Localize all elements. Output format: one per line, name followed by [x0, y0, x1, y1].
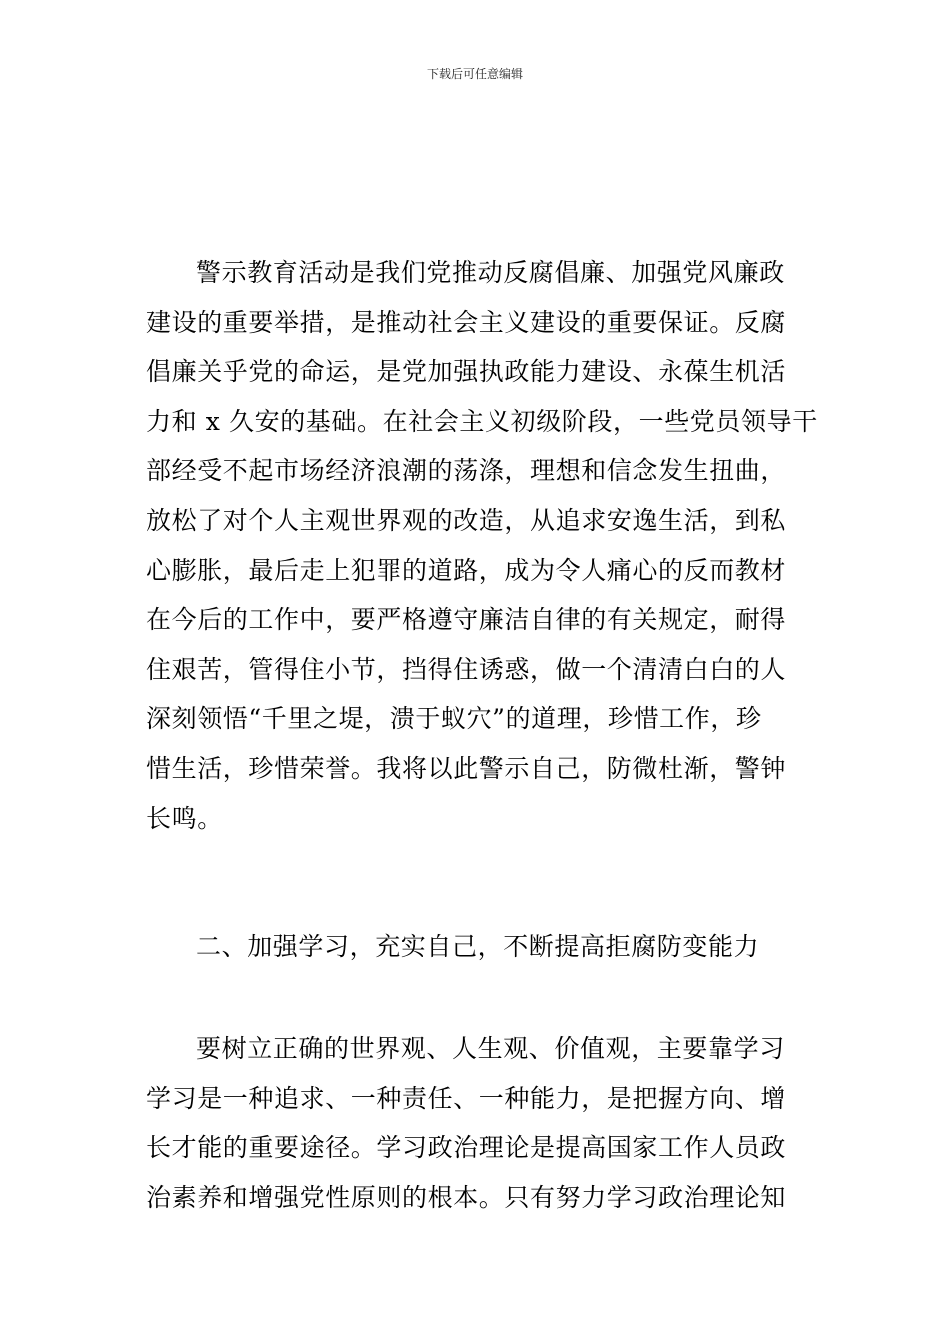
section-heading-text: 二、加强学习，充实自己，不断提高拒腐防变能力 — [196, 932, 760, 961]
paragraph-line: 要树立正确的世界观、人生观、价值观，主要靠学习 — [196, 1034, 785, 1063]
paragraph-line: 住艰苦，管得住小节，挡得住诱惑，做一个清清白白的人 — [146, 654, 787, 684]
paragraph-line: 倡廉关乎党的命运，是党加强执政能力建设、永葆生机活 — [146, 357, 787, 387]
paragraph-warning-education — [146, 248, 818, 843]
paragraph-line: 惜生活，珍惜荣誉。我将以此警示自己，防微杜渐，警钟 — [146, 753, 787, 783]
paragraph-study — [146, 1024, 806, 1222]
paragraph-line: 建设的重要举措，是推动社会主义建设的重要保证。反腐 — [146, 307, 787, 337]
paragraph-line: 心膨胀，最后走上犯罪的道路，成为令人痛心的反而教材 — [146, 555, 787, 585]
page-header: 下载后可任意编辑 — [426, 67, 523, 81]
paragraph-line: 学习是一种追求、一种责任、一种能力，是把握方向、增 — [146, 1083, 787, 1113]
paragraph-line: 长才能的重要途径。学习政治理论是提高国家工作人员政 — [146, 1133, 787, 1163]
paragraph-line: 部经受不起市场经济浪潮的荡涤，理想和信念发生扭曲， — [146, 456, 787, 486]
paragraph-line: 深刻领悟“千里之堤，溃于蚁穴”的道理，珍惜工作，珍 — [146, 704, 762, 734]
paragraph-line: 放松了对个人主观世界观的改造，从追求安逸生活，到私 — [146, 505, 787, 535]
paragraph-line: 治素养和增强党性原则的根本。只有努力学习政治理论知 — [146, 1182, 787, 1212]
paragraph-line: 警示教育活动是我们党推动反腐倡廉、加强党风廉政 — [196, 258, 785, 287]
paragraph-line: 力和 x 久安的基础。在社会主义初级阶段，一些党员领导干 — [146, 406, 818, 436]
section-heading — [146, 922, 806, 972]
paragraph-line: 在今后的工作中，要严格遵守廉洁自律的有关规定，耐得 — [146, 605, 787, 635]
paragraph-line: 长鸣。 — [146, 803, 223, 833]
